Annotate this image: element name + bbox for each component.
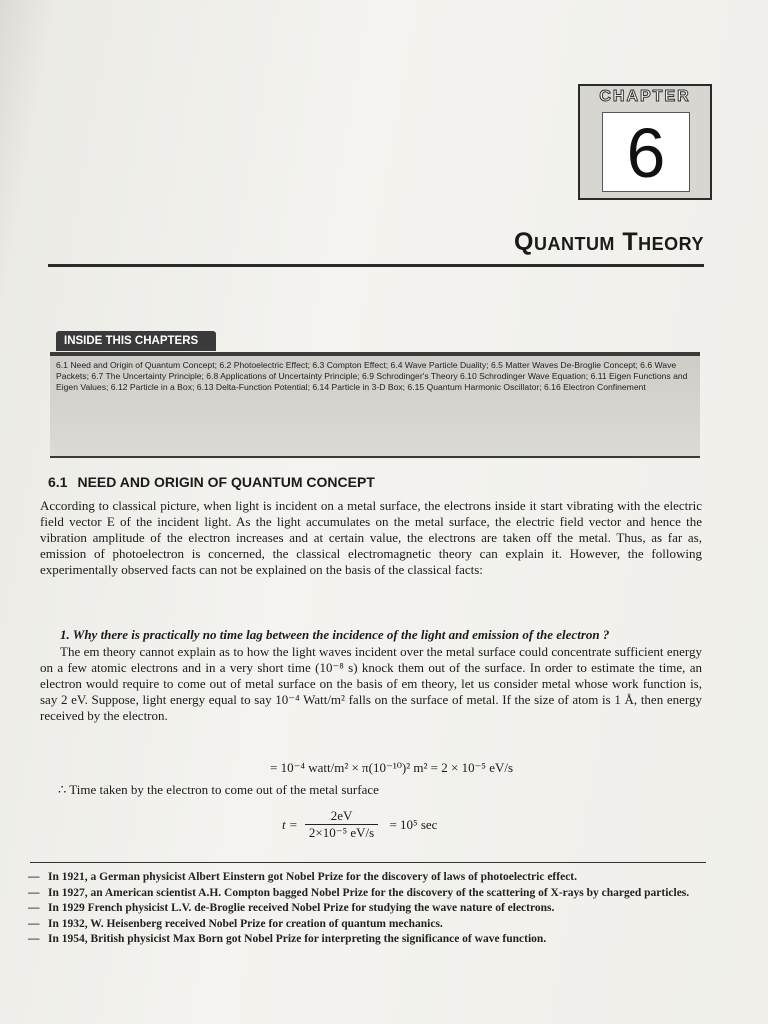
- equation-lhs: t =: [282, 816, 298, 832]
- chapter-label: CHAPTER: [599, 88, 691, 105]
- question-time-lag: 1. Why there is practically no time lag between the incidence of the light and emission of the electron ?: [60, 627, 610, 642]
- therefore-line: ∴ Time taken by the electron to come out of the metal surface: [58, 782, 379, 797]
- footnote-divider: [30, 862, 706, 863]
- chapter-title: Quantum Theory: [514, 228, 704, 256]
- footnote-list: [28, 870, 704, 948]
- inside-chapter-box: [50, 352, 700, 458]
- inside-chapter-label: INSIDE THIS CHAPTERS: [56, 331, 216, 351]
- footnote-item: — In 1927, an American scientist A.H. Compton bagged Nobel Prize for the discovery of the scattering of X-rays by charged particles.: [28, 886, 704, 901]
- title-divider: [48, 264, 704, 267]
- section-title: NEED AND ORIGIN OF QUANTUM CONCEPT: [77, 474, 375, 490]
- footnote-item: — In 1929 French physicist L.V. de-Broglie received Nobel Prize for studying the wave nature of electrons.: [28, 901, 704, 916]
- fraction-denominator: 2×10⁻⁵ eV/s: [308, 825, 375, 840]
- equation-time: [282, 808, 437, 841]
- equation-energy-rate: = 10⁻⁴ watt/m² × π(10⁻¹⁰)² m² = 2 × 10⁻⁵ eV/s: [270, 760, 514, 775]
- section-number: 6.1: [48, 474, 68, 490]
- footnote-item: — In 1932, W. Heisenberg received Nobel Prize for creation of quantum mechanics.: [28, 917, 704, 932]
- fraction-numerator: 2eV: [305, 808, 378, 825]
- footnote-item: — In 1921, a German physicist Albert Einstern got Nobel Prize for the discovery of laws of photoelectric effect.: [28, 870, 704, 885]
- section-heading: [48, 474, 698, 490]
- equation-fraction: [305, 808, 378, 841]
- paragraph-classical-picture: According to classical picture, when light is incident on a metal surface, the electrons inside it start vibrating with the electric field vector E of the incident light. As the light accumulates on the metal surface, the electric field vector and hence the vibration amplitude of the electron increases and at certain value, the electrons are taken off the metal. Thus, as far as, emission of photoelectron is concerned, the classical electromagnetic theory can explain it. However, the following experimentally observed facts can not be explained on the basis of the classical facts:: [40, 498, 702, 577]
- paragraph-em-theory: The em theory cannot explain as to how the light waves incident over the metal surface could concentrate sufficient energy on a few atomic electrons and in a very short time (10⁻⁸ s) knock them out of the surface. In order to estimate the time, an electron would require to come out of metal surface on the basis of em theory, let us consider metal whose work function is, say 2 eV. Suppose, light energy equal to say 10⁻⁴ Watt/m² falls on the surface of metal. If the size of atom is 1 Å, then energy received by the electron.: [40, 644, 702, 723]
- chapter-badge: [578, 84, 712, 200]
- inside-chapter-contents: 6.1 Need and Origin of Quantum Concept; 6.2 Photoelectric Effect; 6.3 Compton Effect; 6.4 Wave Particle Duality; 6.5 Matter Waves De-Broglie Concept; 6.6 Wave Packets; 6.7 The Uncertainty Principle; 6.8 Applications of Uncertainty Principle; 6.9 Schrodinger's Theory 6.10 Schrodinger Wave Equation; 6.11 Eigen Functions and Eigen Values; 6.12 Particle in a Box; 6.13 Delta-Function Potential; 6.14 Particle in 3-D Box; 6.15 Quantum Harmonic Oscillator; 6.16 Electron Confinement: [56, 360, 688, 392]
- footnote-item: — In 1954, British physicist Max Born got Nobel Prize for interpreting the significance of wave function.: [28, 932, 704, 947]
- equation-result: = 10⁵ sec: [389, 816, 438, 832]
- chapter-number: 6: [602, 112, 690, 192]
